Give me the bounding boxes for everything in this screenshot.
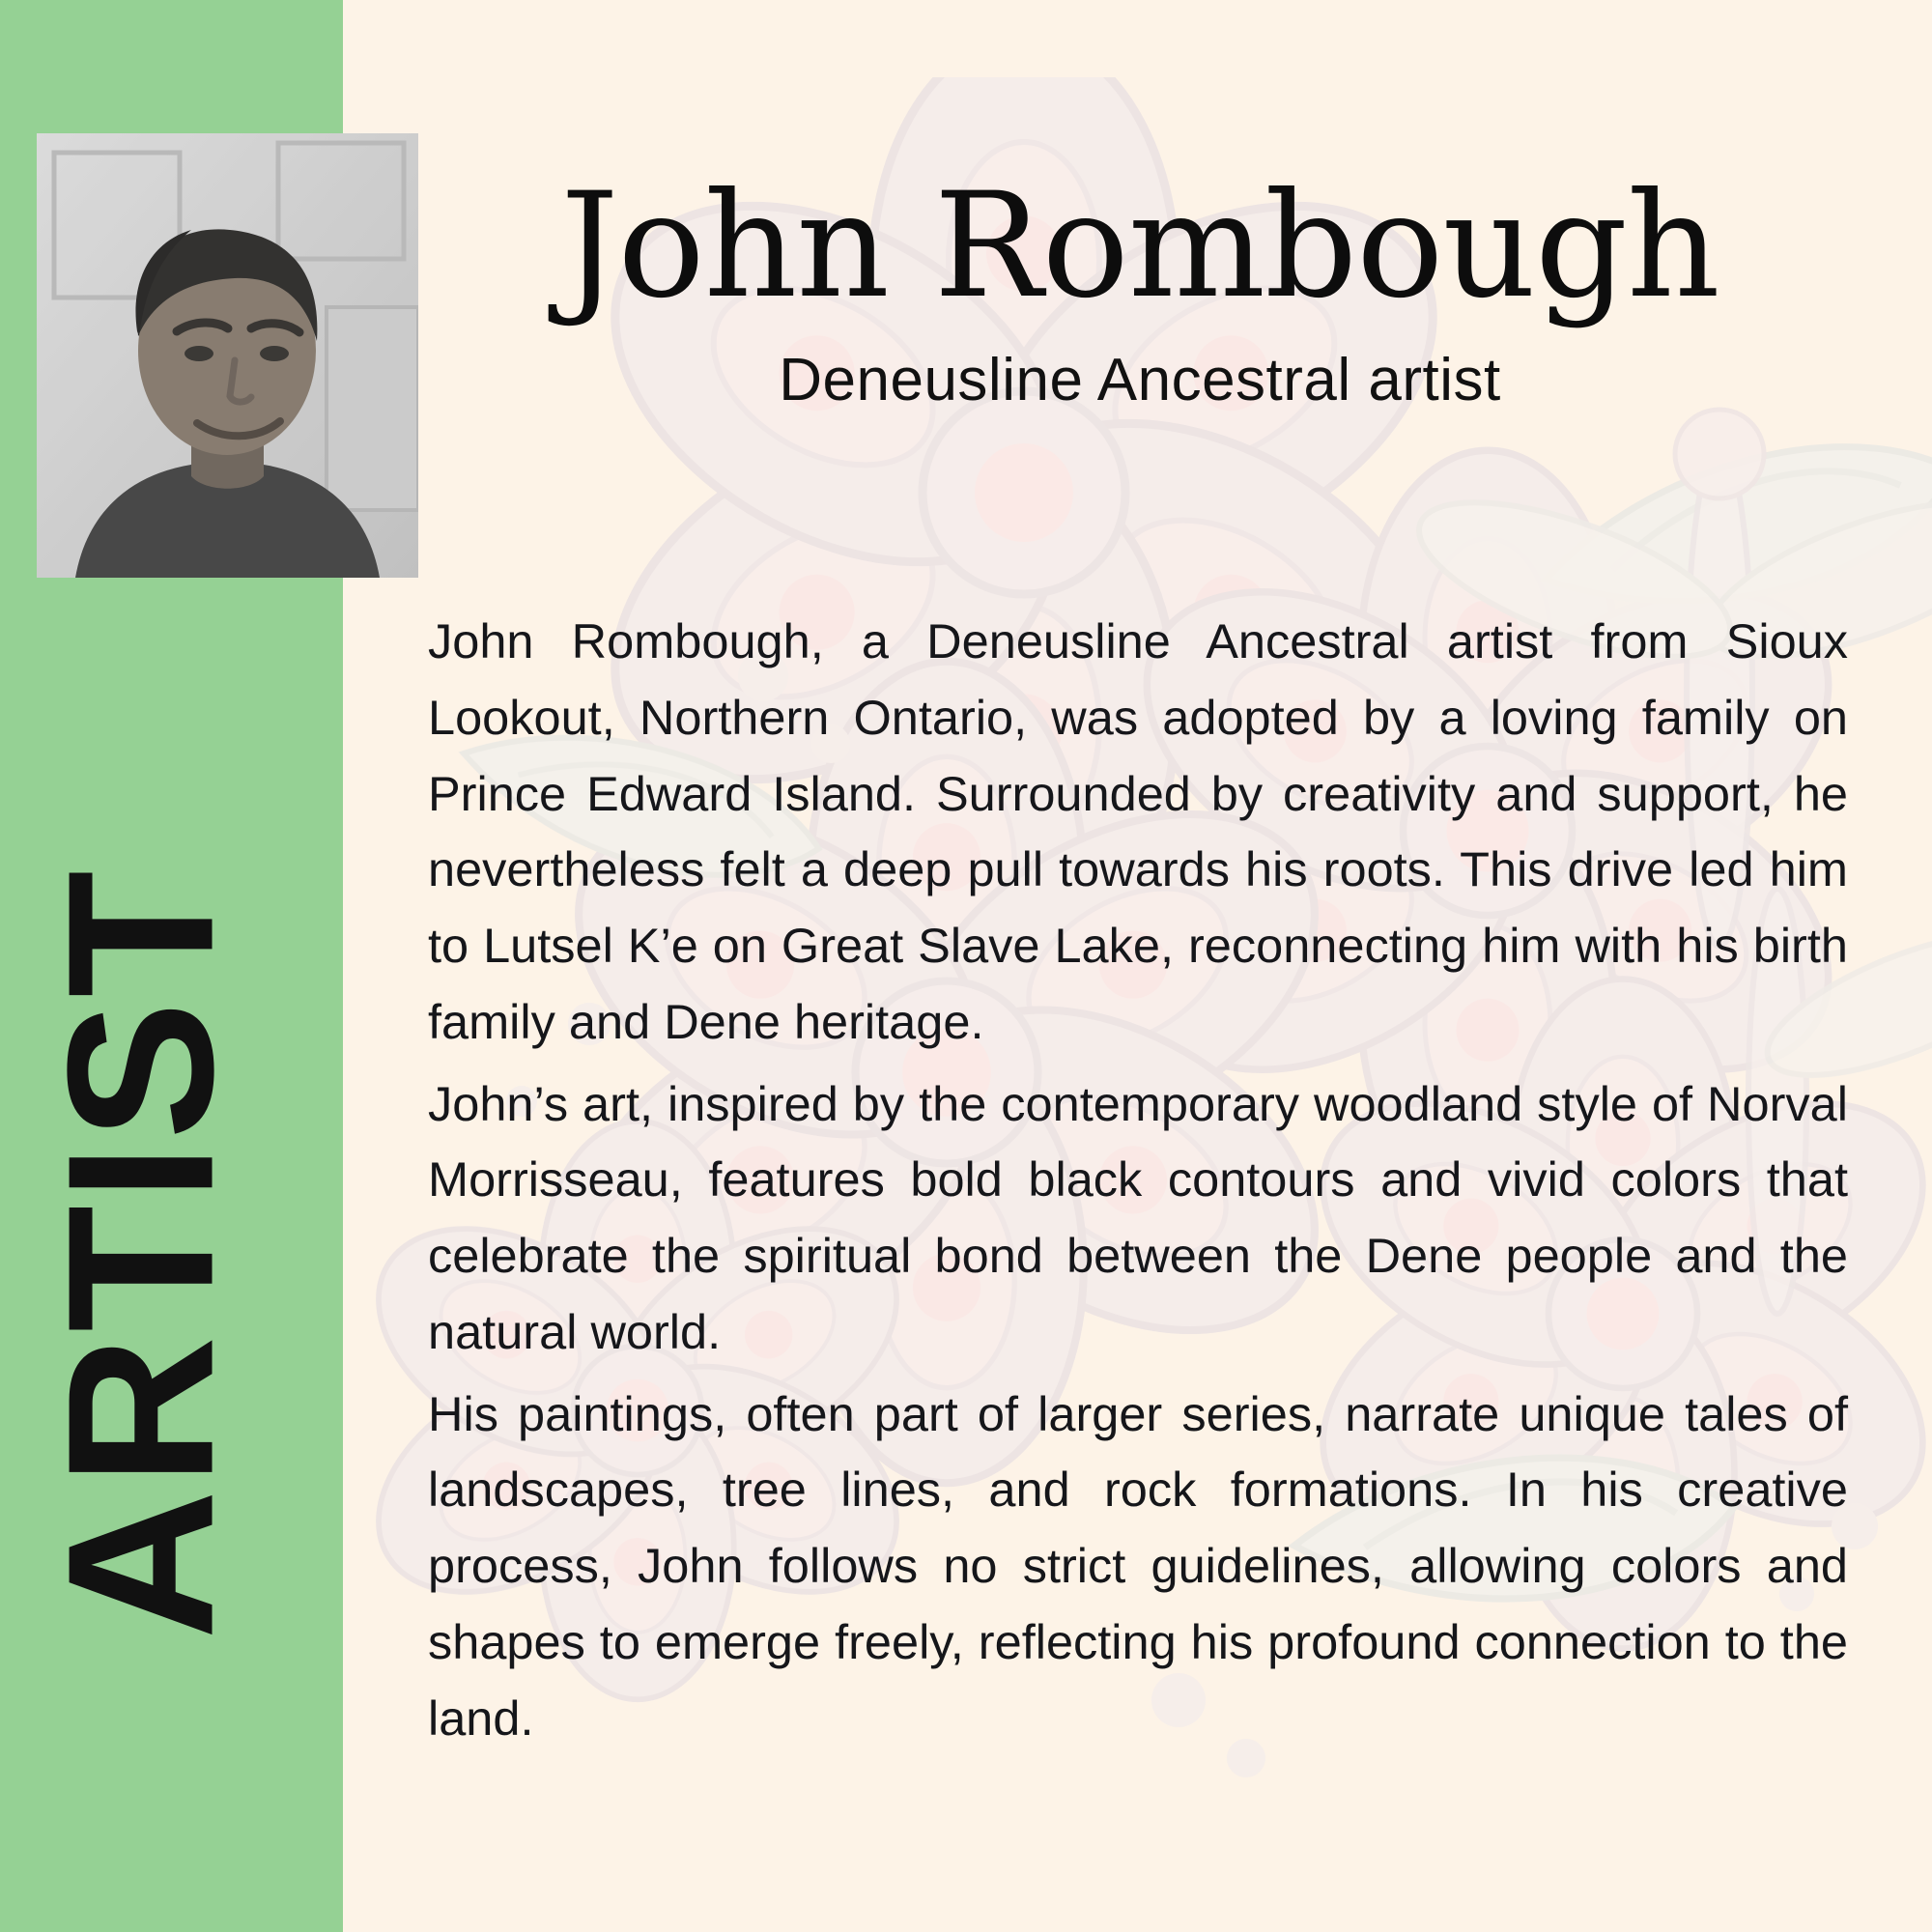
sidebar-vertical-label: ARTIST (23, 867, 257, 1640)
bio-paragraph: John’s art, inspired by the contemporary woodland style of Norval Morrisseau, features bold black contours and vivid colors that celebrate the spiritual bond between the Dene people and the natural world. (428, 1075, 1848, 1359)
header (415, 162, 1864, 414)
artist-biography (428, 604, 1848, 1756)
page-title: John Rombough (560, 162, 1719, 330)
bio-paragraph: John Rombough, a Deneusline Ancestral artist from Sioux Lookout, Northern Ontario, was adopted by a loving family on Prince Edward Island. Surrounded by creativity and support, he nevertheless felt a deep pull towards his roots. This drive led him to Lutsel K’e on Great Slave Lake, reconnecting him with his birth family and Dene heritage. (428, 613, 1848, 1049)
artist-portrait (37, 133, 418, 578)
bio-paragraph: His paintings, often part of larger series, narrate unique tales of landscapes, tree lines, and rock formations. In his creative process, John follows no strict guidelines, allowing colors and shapes to emerge freely, reflecting his profound connection to the land. (428, 1385, 1848, 1746)
artist-subtitle: Deneusline Ancestral artist (779, 347, 1501, 413)
